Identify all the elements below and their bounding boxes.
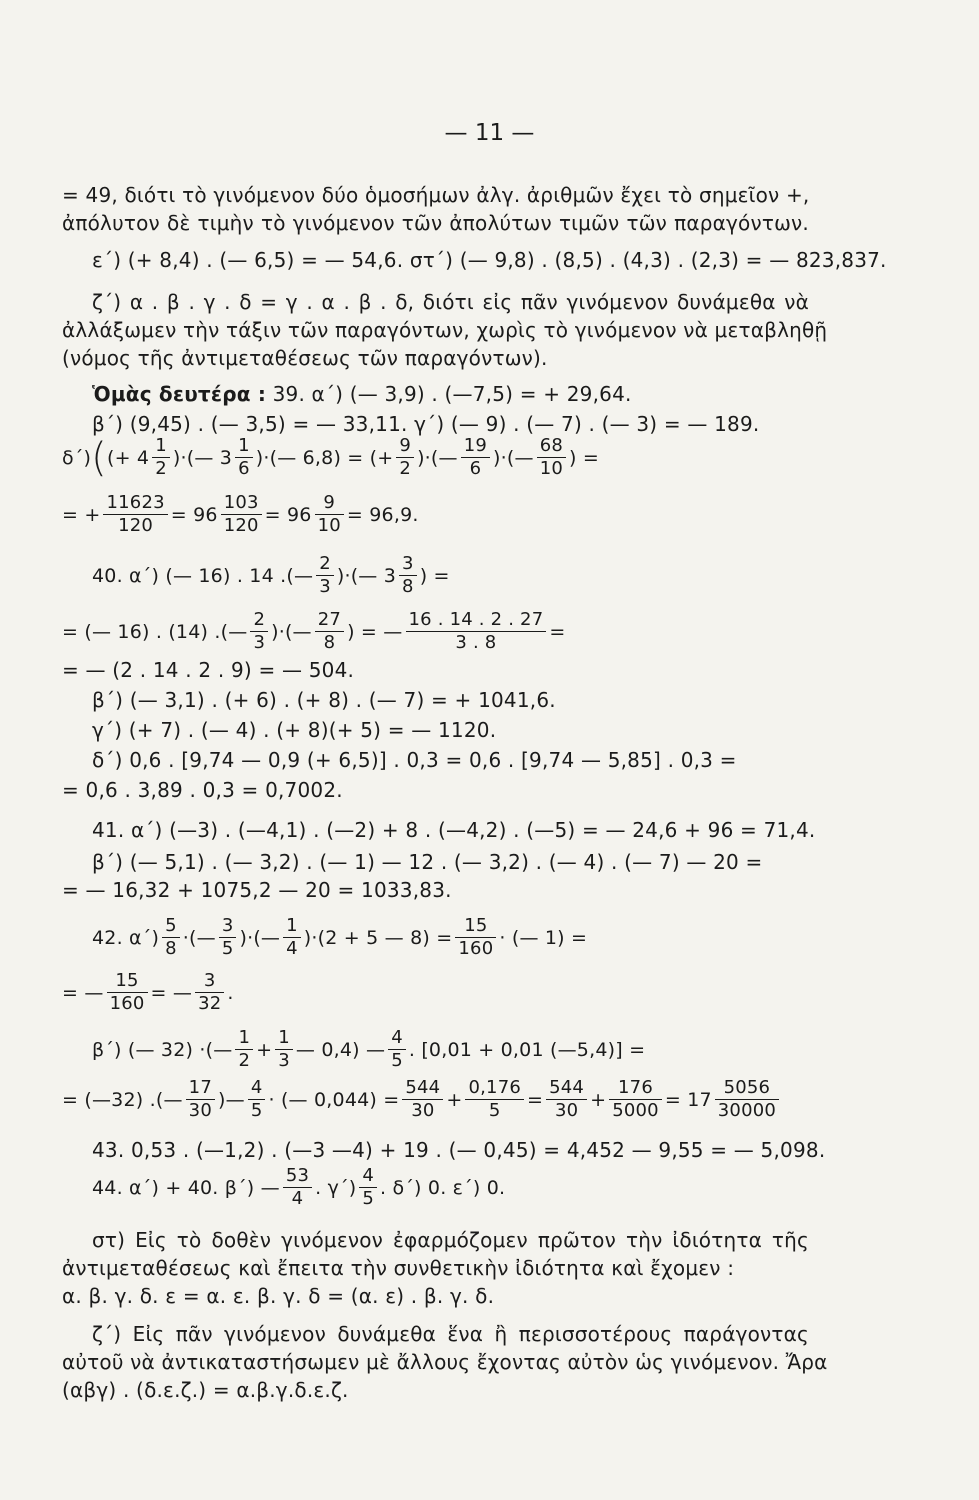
ex42a-result: = — $\frac{15}{160}$ = — 3 32 . [62,970,234,1014]
ex40a-cont: = (— 16) . (14) . (— 2 3 )·(— 27 8 ) = — $\frac{16 . 14 . 2 . 27}{3 . 8}$ = [62,609,566,653]
text-line-2: ἀπόλυτον δὲ τιμὴν τὸ γινόμενον τῶν ἀπολύτων τιμῶν τῶν παραγόντων. [62,211,809,235]
para-st-3: α. β. γ. δ. ε = α. ε. β. γ. δ = (α. ε) . β. γ. δ. [62,1284,495,1308]
ex42b: β΄) (— 32) · (— 1 2 + $\frac{1}{3}$ — 0,4) — 4 5 . [0,01 + 0,01 (—5,4)] = [92,1027,646,1071]
page-number: — 11 — [444,120,535,146]
ex40d: δ΄) 0,6 . [9,74 — 0,9 (+ 6,5)] . 0,3 = 0,6 . [9,74 — 5,85] . 0,3 = [92,748,737,772]
para-st-1: στ) Εἰς τὸ δοθὲν γινόμενον ἐφαρμόζομεν πρῶτον τὴν ἰδιότητα τῆς [92,1228,809,1252]
ex39b: β΄) (9,45) . (— 3,5) = — 33,11. γ΄) (— 9) . (— 7) . (— 3) = — 189. [92,412,760,436]
ex40a: 40. α΄) (— 16) . 14 . (— 2 3 )·(— 3 3 8 ) = [92,553,450,597]
section-heading: Ὁμὰς δευτέρα : [92,382,267,406]
para-st-2: ἀντιμεταθέσεως καὶ ἔπειτα τὴν συνθετικὴν ἰδιότητα καὶ ἔχομεν : [62,1256,735,1280]
ex41a: 41. α΄) (—3) . (—4,1) . (—2) + 8 . (—4,2) . (—5) = — 24,6 + 96 = 71,4. [92,818,816,842]
section-heading-row [92,381,632,407]
ex41b-result: = — 16,32 + 1075,2 — 20 = 1033,83. [62,878,452,902]
text-line-5: ἀλλάξωμεν τὴν τάξιν τῶν παραγόντων, χωρὶς τὸ γινόμενον νὰ μεταβληθῇ [62,318,828,342]
ex39a: 39. α΄) (— 3,9) . (—7,5) = + 29,64. [272,382,632,406]
ex40a-result: = — (2 . 14 . 2 . 9) = — 504. [62,658,355,682]
text-line-4: ζ΄) α . β . γ . δ = γ . α . β . δ, διότι εἰς πᾶν γινόμενον δυνάμεθα νὰ [92,290,809,314]
ex40d-result: = 0,6 . 3,89 . 0,3 = 0,7002. [62,778,343,802]
para-z-2: αὐτοῦ νὰ ἀντικαταστήσωμεν μὲ ἄλλους ἔχοντας αὐτὸν ὡς γινόμενον. Ἄρα [62,1350,828,1374]
ex42b-cont: = (—32) . (— 17 30 )— 4 5 · (— 0,044) = $\frac{544}{30}$ + $\frac{0,176}{5}$ = $\frac{544}{30}$ + $\frac{176}{5000}$ = 17 5056 30000 [62,1077,782,1122]
ex43: 43. 0,53 . (—1,2) . (—3 —4) + 19 . (— 0,45) = 4,452 — 9,55 = — 5,098. [92,1138,826,1162]
ex44: 44. α΄) + 40. β΄) — 53 4 . γ΄) 4 5 . δ΄) 0. ε΄) 0. [92,1165,506,1209]
para-z-1: ζ΄) Εἰς πᾶν γινόμενον δυνάμεθα ἕνα ἢ περισσοτέρους παράγοντας [92,1322,809,1346]
para-z-3: (αβγ) . (δ.ε.ζ.) = α.β.γ.δ.ε.ζ. [62,1378,349,1402]
ex40c: γ΄) (+ 7) . (— 4) . (+ 8)(+ 5) = — 1120. [92,718,497,742]
text-line-6: (νόμος τῆς ἀντιμεταθέσεως τῶν παραγόντων). [62,346,548,370]
text-line-1: = 49, διότι τὸ γινόμενον δύο ὁμοσήμων ἀλγ. ἀριθμῶν ἔχει τὸ σημεῖον +, [62,183,810,207]
text-line-3: ε΄) (+ 8,4) . (— 6,5) = — 54,6. στ΄) (— 9,8) . (8,5) . (4,3) . (2,3) = — 823,837. [92,248,887,272]
ex39d-result: = + $\frac{11623}{120}$ = 96 $\frac{103}{120}$ = 96 $\frac{9}{10}$ = 96,9. [62,492,419,536]
ex39d: δ΄) ( (+ 4 1 2 )·(— 3 1 6 )·(— 6,8) = (+ $\frac{9}{2}$ )·(— 19 6 )·(— 68 10 ) = [62,434,600,481]
ex40b: β΄) (— 3,1) . (+ 6) . (+ 8) . (— 7) = + 1041,6. [92,688,556,712]
ex42a: 42. α΄) 5 8 ·(— 3 5 )·(— 1 4 )·(2 + 5 — 8) = $\frac{15}{160}$ · (— 1) = [92,915,588,959]
ex41b: β΄) (— 5,1) . (— 3,2) . (— 1) — 12 . (— 3,2) . (— 4) . (— 7) — 20 = [92,850,763,874]
